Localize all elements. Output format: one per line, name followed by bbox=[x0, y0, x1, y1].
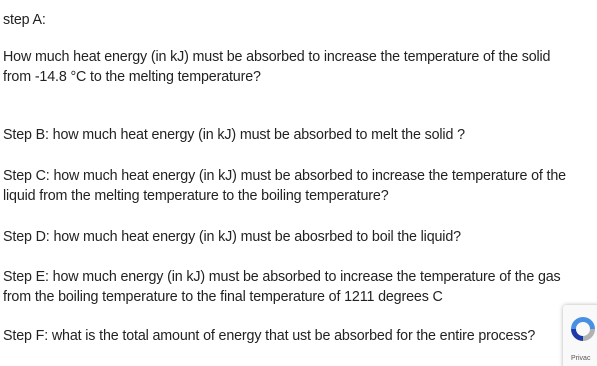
step-d-question-line-1: Step D: how much heat energy (in kJ) must be abosrbed to boil the liquid? bbox=[3, 229, 461, 245]
step-a-heading: step A: bbox=[3, 12, 46, 28]
step-e-question bbox=[3, 267, 561, 307]
step-b-question bbox=[3, 125, 465, 145]
step-f-question-line-1: Step F: what is the total amount of energy that ust be absorbed for the entire process? bbox=[3, 328, 536, 344]
step-d-question bbox=[3, 227, 461, 247]
step-f-question bbox=[3, 326, 535, 346]
recaptcha-privacy-link[interactable]: Privac bbox=[571, 355, 591, 362]
step-a-question bbox=[3, 47, 550, 87]
recaptcha-badge[interactable] bbox=[563, 305, 597, 366]
step-e-question-line-2: from the boiling temperature to the final temperature of 1211 degrees C bbox=[3, 289, 443, 305]
step-c-question-line-1: Step C: how much heat energy (in kJ) must be absorbed to increase the temperature of the bbox=[3, 168, 566, 184]
step-a-question-line-2: from -14.8 °C to the melting temperature? bbox=[3, 69, 261, 85]
step-a-question-line-1: How much heat energy (in kJ) must be absorbed to increase the temperature of the solid bbox=[3, 49, 551, 65]
step-b-question-line-1: Step B: how much heat energy (in kJ) must be absorbed to melt the solid ? bbox=[3, 127, 465, 143]
step-e-question-line-1: Step E: how much energy (in kJ) must be absorbed to increase the temperature of the gas bbox=[3, 269, 561, 285]
recaptcha-icon bbox=[569, 315, 597, 343]
step-c-question bbox=[3, 166, 566, 206]
step-c-question-line-2: liquid from the melting temperature to the boiling temperature? bbox=[3, 188, 389, 204]
